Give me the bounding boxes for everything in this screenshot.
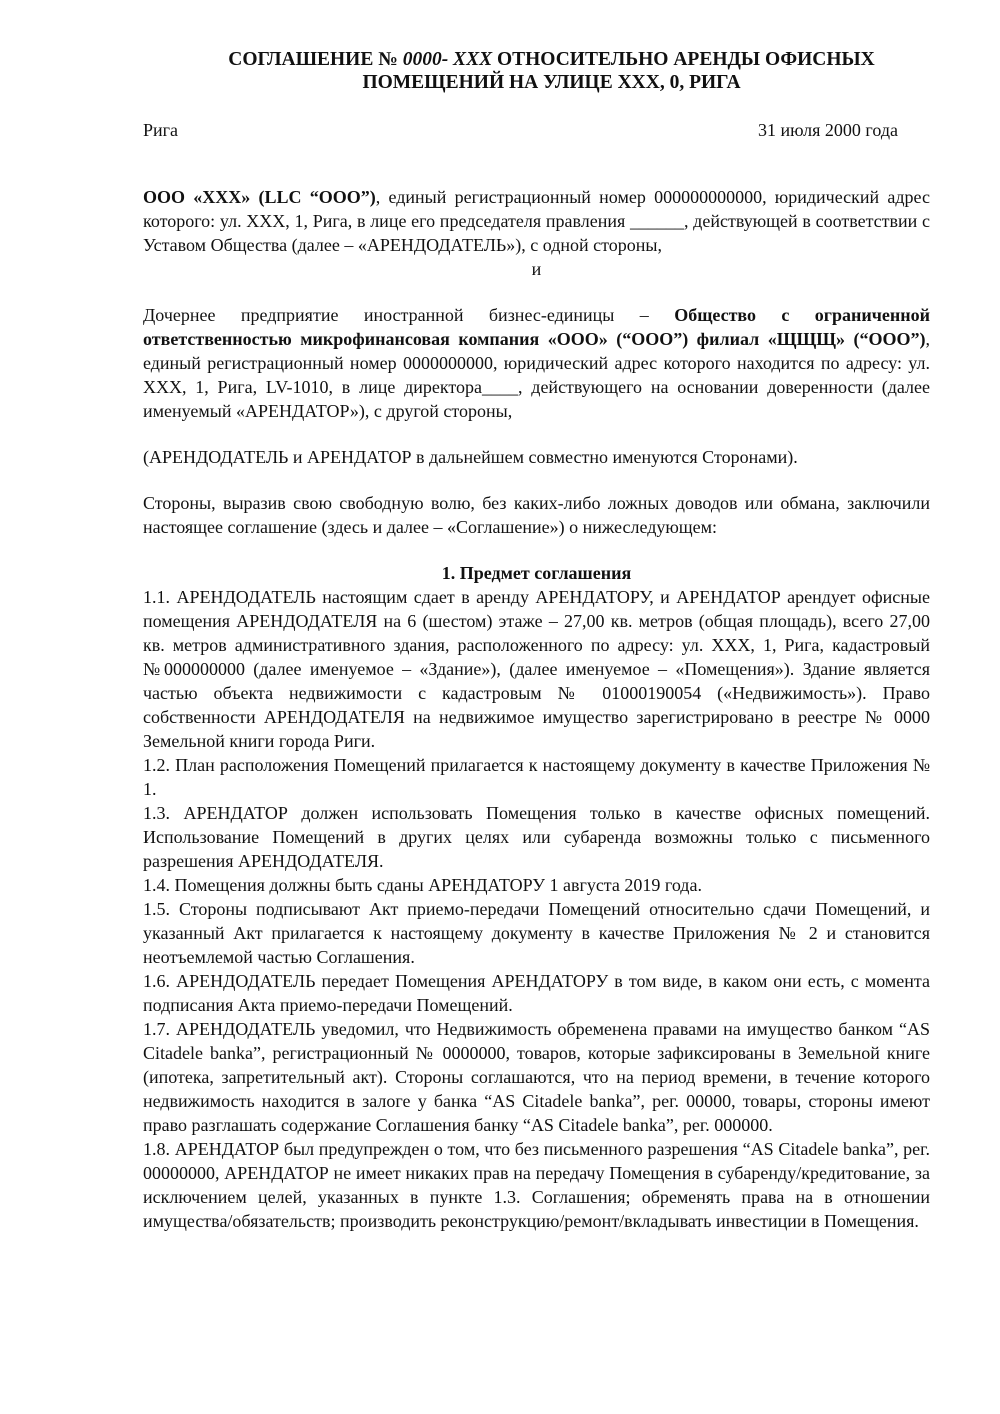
party-1-paragraph [143, 185, 930, 257]
party-2-name: Общество с ограниченной ответственностью микрофинансовая компания «ООО» (“ООО”) филиал «ЩЩЩ» (“ООО”) [143, 305, 930, 349]
title-suffix: ОТНОСИТЕЛЬНО АРЕНДЫ ОФИСНЫХ [492, 49, 875, 70]
intro-paragraph: Стороны, выразив свою свободную волю, без каких-либо ложных доводов или обмана, заключили настоящее соглашение (здесь и далее – «Соглашение») о нижеследующем: [143, 493, 930, 537]
agreement-number: 0000- XXX [402, 49, 493, 70]
party-2-details: , единый регистрационный номер 0000000000, юридический адрес которого находится по адресу: ул. XXX, 1, Рига, LV-1010, в лице директора____, действующего на основании доверенности (далее именуемый «АРЕНДАТОР»), с другой стороны, [143, 329, 930, 421]
clause-1-1: 1.1. АРЕНДОДАТЕЛЬ настоящим сдает в аренду АРЕНДАТОРУ, и АРЕНДАТОР арендует офисные помещения АРЕНДОДАТЕЛЯ на 6 (шестом) этаже – 27,00 кв. метров (общая площадь), всего 27,00 кв. метров административного здания, расположенного по адресу: ул. XXX, 1, Рига, кадастровый №000000000 (далее именуемое – «Здание»), (далее именуемое – «Помещения»). Здание является частью объекта недвижимости с кадастровым № 01000190054 («Недвижимость»). Право собственности АРЕНДОДАТЕЛЯ на недвижимое имущество зарегистрировано в реестре № 0000 Земельной книги города Риги. [143, 587, 930, 751]
clause-1-4: 1.4. Помещения должны быть сданы АРЕНДАТОРУ 1 августа 2019 года. [143, 875, 702, 895]
title-prefix: СОГЛАШЕНИЕ № [228, 49, 403, 70]
section-1-title: 1. Предмет соглашения [441, 563, 632, 583]
party-2-prefix: Дочернее предприятие иностранной бизнес-единицы – [143, 305, 675, 325]
place: Рига [143, 120, 179, 140]
clause-1-8: 1.8. АРЕНДАТОР был предупрежден о том, что без письменного разрешения “AS Citadele banka”, рег. 00000000, АРЕНДАТОР не имеет никаких прав на передачу Помещения в субаренду/кредитование, за исключением целей, указанных в пункте 1.3. Соглашения; обременять права на в отношении имущества/обязательств; производить реконструкцию/ремонт/вкладывать инвестиции в Помещения. [143, 1139, 930, 1231]
title-line-1 [103, 48, 1000, 71]
clause-1-2: 1.2. План расположения Помещений прилагается к настоящему документу в качестве Приложения № 1. [143, 755, 930, 799]
party-2-paragraph [143, 303, 930, 423]
clause-1-7: 1.7. АРЕНДОДАТЕЛЬ уведомил, что Недвижимость обременена правами на имущество банком “AS Citadele banka”, регистрационный № 0000000, товаров, которые зафиксированы в Земельной книге (ипотека, запретительный акт). Стороны соглашаются, что на период времени, в течение которого недвижимость находится в залоге у банка “AS Citadele banka”, рег. 00000, товары, стороны имеют право разглашать содержание Соглашения банку “AS Citadele banka”, рег. 000000. [143, 1019, 930, 1135]
clause-1-5: 1.5. Стороны подписывают Акт приемо-передачи Помещений относительно сдачи Помещений, и указанный Акт прилагается к настоящему документу в качестве Приложения № 2 и становится неотъемлемой частью Соглашения. [143, 899, 930, 967]
party-1-details: , единый регистрационный номер 000000000000, юридический адрес которого: ул. XXX, 1, Рига, в лице его председателя правления ______, действующей в соответствии с Уставом Общества (далее – «АРЕНДОДАТЕЛЬ»), с одной стороны, [143, 187, 930, 255]
date: 31 июля 2000 года [758, 120, 898, 140]
clause-1-3: 1.3. АРЕНДАТОР должен использовать Помещения только в качестве офисных помещений. Использование Помещений в других целях или субаренда возможны только с письменного разрешения АРЕНДОДАТЕЛЯ. [143, 803, 930, 871]
place-date-row [143, 120, 930, 141]
sides-note: (АРЕНДОДАТЕЛЬ и АРЕНДАТОР в дальнейшем совместно именуются Сторонами). [143, 447, 798, 467]
party-1-name: ООО «XXX» (LLC “OOO”) [143, 187, 376, 207]
title-line-2: ПОМЕЩЕНИЙ НА УЛИЦЕ XXX, 0, РИГА [362, 72, 741, 93]
clause-1-6: 1.6. АРЕНДОДАТЕЛЬ передает Помещения АРЕНДАТОРУ в том виде, в каком они есть, с момента подписания Акта приемо-передачи Помещений. [143, 971, 930, 1015]
document-title [103, 48, 1000, 94]
and-word: и [531, 259, 542, 279]
